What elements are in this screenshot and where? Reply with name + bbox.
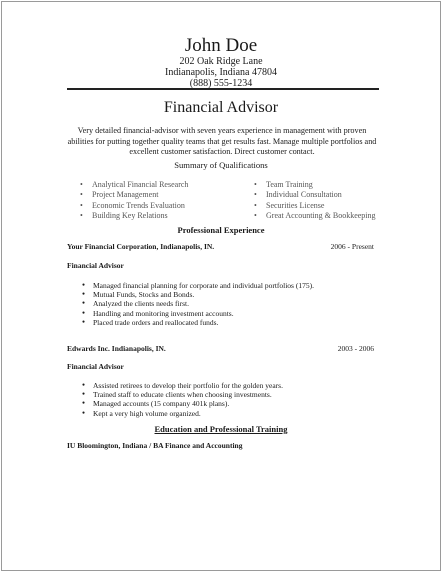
list-item: ● Trained staff to educate clients when choosing investments. [82,390,283,399]
education-heading: Education and Professional Training [154,424,288,434]
qualification-item: • Project Management [80,190,188,200]
list-item: ● Managed accounts (15 company 401k plans). [82,399,283,408]
qualification-item: • Great Accounting & Bookkeeping [254,211,376,221]
qualification-item: • Building Key Relations [80,211,188,221]
qualifications-left-list [80,180,188,221]
list-item: ● Analyzed the clients needs first. [82,299,314,308]
qualification-item: • Securities License [254,201,376,211]
job-dates: 2006 - Present [330,242,374,251]
qualification-item: • Analytical Financial Research [80,180,188,190]
qualification-item: • Individual Consultation [254,190,376,200]
header-divider [67,88,379,90]
list-item: ● Mutual Funds, Stocks and Bonds. [82,290,314,299]
resume-header [2,36,440,89]
education-entry: IU Bloomington, Indiana / BA Finance and Accounting [67,441,243,450]
qualification-item: • Economic Trends Evaluation [80,201,188,211]
job-dates: 2003 - 2006 [337,344,374,353]
candidate-name: John Doe [184,35,258,56]
experience-heading: Professional Experience [177,225,265,235]
job-bullets [82,381,283,418]
list-item: ● Managed financial planning for corporate and individual portfolios (175). [82,281,314,290]
summary-paragraph: Very detailed financial-advisor with seven years experience in management with proven abilities for putting together quality teams that get results fast. Manage multiple portfolios and excellent customer satisfaction. Direct customer contact. [67,126,377,156]
list-item: ● Assisted retirees to develop their portfolio for the golden years. [82,381,283,390]
job-role: Financial Advisor [67,261,124,270]
phone-line: (888) 555-1234 [189,78,253,89]
job-company: Edwards Inc. Indianapolis, IN. [67,344,166,353]
list-item: ● Handling and monitoring investment accounts. [82,309,314,318]
list-item: ● Kept a very high volume organized. [82,409,283,418]
job-role: Financial Advisor [67,362,124,371]
list-item: ● Placed trade orders and reallocated funds. [82,318,314,327]
resume-page [1,1,441,571]
qualifications-right-list [254,180,376,221]
job-company: Your Financial Corporation, Indianapolis, IN. [67,242,215,251]
address-line: 202 Oak Ridge Lane [179,56,263,67]
qualifications-heading: Summary of Qualifications [174,160,268,170]
city-line: Indianapolis, Indiana 47804 [165,67,277,78]
qualification-item: • Team Training [254,180,376,190]
job-title: Financial Advisor [163,99,279,116]
job-bullets [82,281,314,327]
